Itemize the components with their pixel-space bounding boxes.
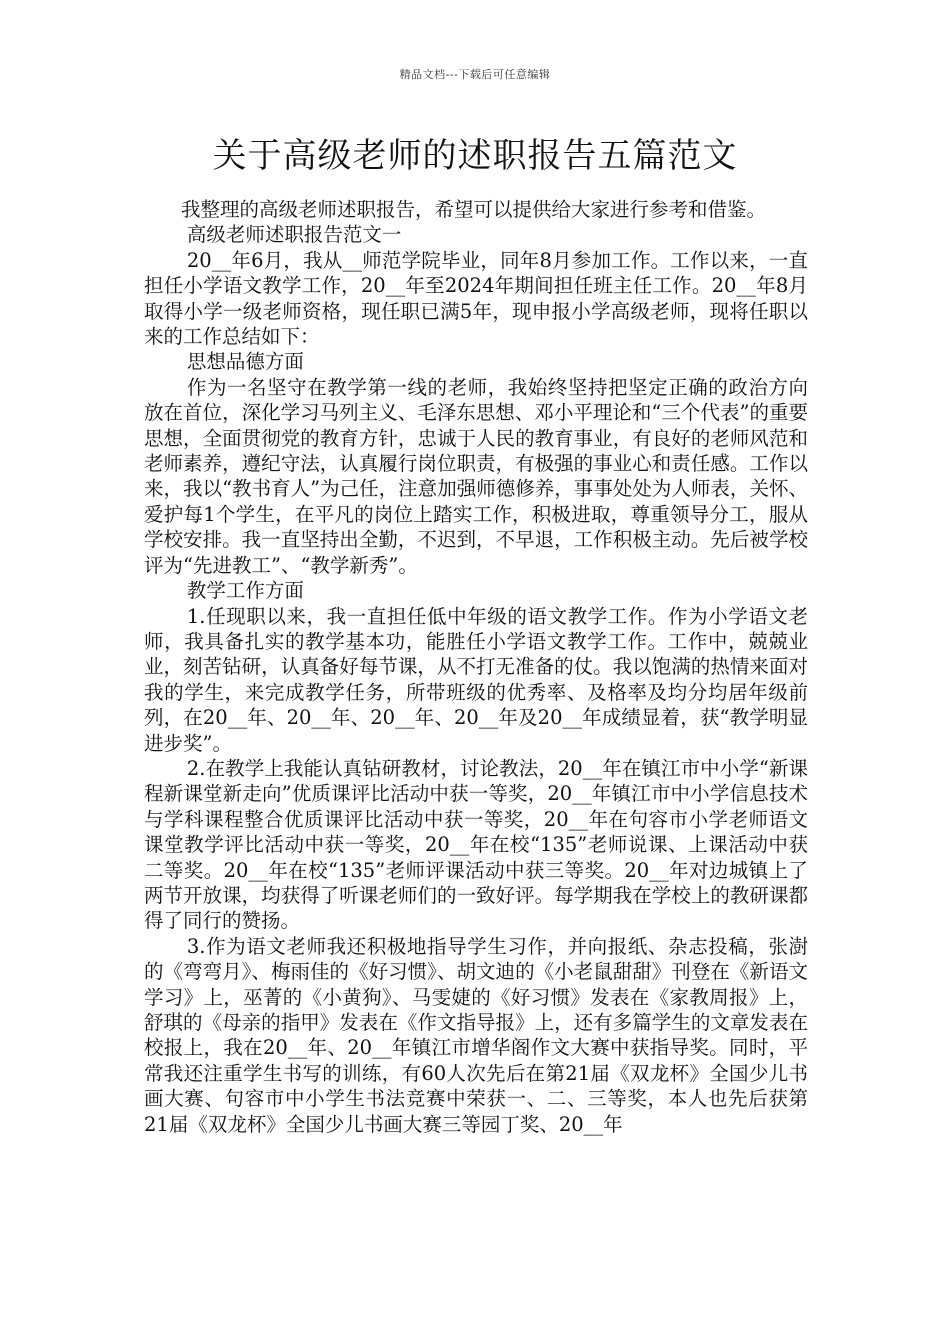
body-paragraph: 2.在教学上我能认真钻研教材，讨论教法，20__年在镇江市中小学“新课程新课堂新走向”优质课评比活动中获一等奖，20__年镇江市中小学信息技术与学科课程整合优质课评比活动中获一等奖，20__年在句容市小学老师语文课堂教学评比活动中获一等奖，20__年在校“135”老师说课、上课活动中获二等奖。20__年在校“135”老师评课活动中获三等奖。20__年对边城镇上了两节开放课，均获得了听课老师们的一致好评。每学期我在学校上的教研课都得了同行的赞扬。 [144,756,808,933]
section-heading-teaching: 教学工作方面 [186,579,304,603]
body-paragraph: 3.作为语文老师我还积极地指导学生习作，并向报纸、杂志投稿，张澍的《弯弯月》、梅雨佳的《好习惯》、胡文迪的《小老鼠甜甜》刊登在《新语文学习》上，巫菁的《小黄狗》、马雯婕的《好习惯》发表在《家教周报》上，舒琪的《母亲的指甲》发表在《作文指导报》上，还有多篇学生的文章发表在校报上，我在20__年、20__年镇江市增华阁作文大赛中获指导奖。同时，平常我还注重学生书写的训练，有60人次先后在第21届《双龙杯》全国少儿书画大赛、句容市中小学生书法竞赛中荣获一、二、三等奖，本人也先后获第21届《双龙杯》全国少儿书画大赛三等园丁奖、20__年 [144,934,808,1136]
document-body [144,197,808,1137]
body-paragraph: 20__年6月，我从__师范学院毕业，同年8月参加工作。工作以来，一直担任小学语文教学工作，20__年至2024年期间担任班主任工作。20__年8月取得小学一级老师资格，现任职已满5年，现申报小学高级老师，现将任职以来的工作总结如下： [144,248,808,349]
intro-paragraph: 我整理的高级老师述职报告，希望可以提供给大家进行参考和借鉴。 [181,198,767,221]
header-note: 精品文档---下载后可任意编辑 [399,68,551,81]
document-title: 关于高级老师的述职报告五篇范文 [212,136,738,176]
section-heading-ideology: 思想品德方面 [186,350,304,374]
body-paragraph: 作为一名坚守在教学第一线的老师，我始终坚持把坚定正确的政治方向放在首位，深化学习马列主义、毛泽东思想、邓小平理论和“三个代表”的重要思想，全面贯彻党的教育方针，忠诚于人民的教育事业，有良好的老师风范和老师素养，遵纪守法，认真履行岗位职责，有极强的事业心和责任感。工作以来，我以“教书育人”为己任，注意加强师德修养，事事处处为人师表，关怀、爱护每1个学生，在平凡的岗位上踏实工作，积极进取，尊重领导分工，服从学校安排。我一直坚持出全勤，不迟到，不早退，工作积极主动。先后被学校评为“先进教工”、“教学新秀”。 [144,375,808,577]
section-heading-sample-one: 高级老师述职报告范文一 [186,223,402,247]
body-paragraph: 1.任现职以来，我一直担任低中年级的语文教学工作。作为小学语文老师，我具备扎实的教学基本功，能胜任小学语文教学工作。工作中，兢兢业业，刻苦钻研，认真备好每节课，从不打无准备的仗。我以饱满的热情来面对我的学生，来完成教学任务，所带班级的优秀率、及格率及均分均居年级前列，在20__年、20__年、20__年、20__年及20__年成绩显着，获“教学明显进步奖”。 [144,604,808,755]
